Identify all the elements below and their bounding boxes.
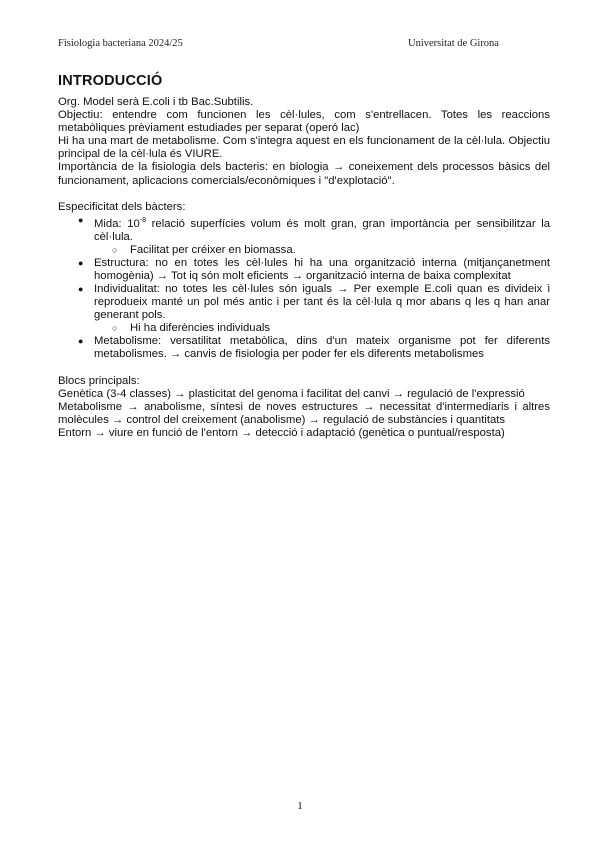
- header-university: Universitat de Girona: [408, 38, 499, 49]
- intro-paragraph: Org. Model serà E.coli i tb Bac.Subtilis.: [58, 96, 254, 108]
- sub-list-item: ○ Facilitat per créixer en biomassa.: [94, 244, 550, 257]
- list-item: [58, 335, 550, 361]
- list-item-text: relació superfícies volum és molt gran, gran importància per sensibilitzar la cèl·lula.: [94, 217, 550, 243]
- sub-list: [94, 244, 550, 257]
- blocs-line: Genètica (3-4 classes) → plasticitat del genoma i facilitat del canvi → regulació de l'expressió: [58, 387, 525, 400]
- section-heading-especificitat: Especificitat dels bàcters:: [58, 200, 186, 213]
- intro-paragraph: Objectiu: entendre com funcionen les cèl·lules, com s'entrellacen. Totes les reaccions metabòliques prèviament estudiades per separat (operó lac): [58, 109, 550, 135]
- document-body: [58, 96, 550, 440]
- sub-list: [94, 322, 550, 335]
- exponent: -8: [139, 216, 147, 224]
- header-course-title: Fisiologia bacteriana 2024/25: [58, 38, 183, 49]
- list-item: [58, 214, 550, 257]
- page-title: INTRODUCCIÓ: [58, 73, 163, 89]
- list-item-text: Estructura: no en totes les cèl·lules hi ha una organització interna (mitjançanetment homogènia) → Tot iq són molt eficients → organització interna de baixa complexitat: [94, 256, 550, 282]
- sub-list-item: ○ Hi ha diferències individuals: [94, 322, 550, 335]
- list-item-text: Mida: 10: [94, 217, 140, 230]
- list-item: [58, 283, 550, 335]
- list-item-text: Individualitat: no totes les cèl·lules són iguals → Per exemple E.coli quan es divideix i reprodueix manté un pol més antic i per tant és la cèl·lula q mor abans q les q han anar generant pols.: [94, 282, 550, 322]
- intro-paragraph: Hi ha una mart de metabolisme. Com s'integra aquest en els funcionament de la cèl·lula. Objectiu principal de la cèl·lula és VIURE.: [58, 135, 550, 161]
- intro-paragraph: Importància de la fisiologia dels bacteris: en biologia → coneixement dels processos bàsics del funcionament, aplicacions comercials/econòmiques i "d'explotació".: [58, 161, 550, 187]
- blocs-line: Entorn → viure en funció de l'entorn → detecció i adaptació (genètica o puntual/resposta): [58, 426, 505, 439]
- especificitat-list: [58, 214, 550, 362]
- list-item-text: Metabolisme: versatilitat metabòlica, dins d'un mateix organisme pot fer diferents metabolismes. → canvis de fisiologia per poder fer els diferents metabolismes: [94, 335, 550, 361]
- section-heading-blocs: Blocs principals:: [58, 374, 140, 387]
- blocs-line: Metabolisme → anabolisme, síntesi de noves estructures → necessitat d'intermediaris i altres molècules → control del creixement (anabolisme) → regulació de substàncies i quantitats: [58, 400, 550, 426]
- list-item: [58, 257, 550, 283]
- page-number: 1: [297, 800, 303, 812]
